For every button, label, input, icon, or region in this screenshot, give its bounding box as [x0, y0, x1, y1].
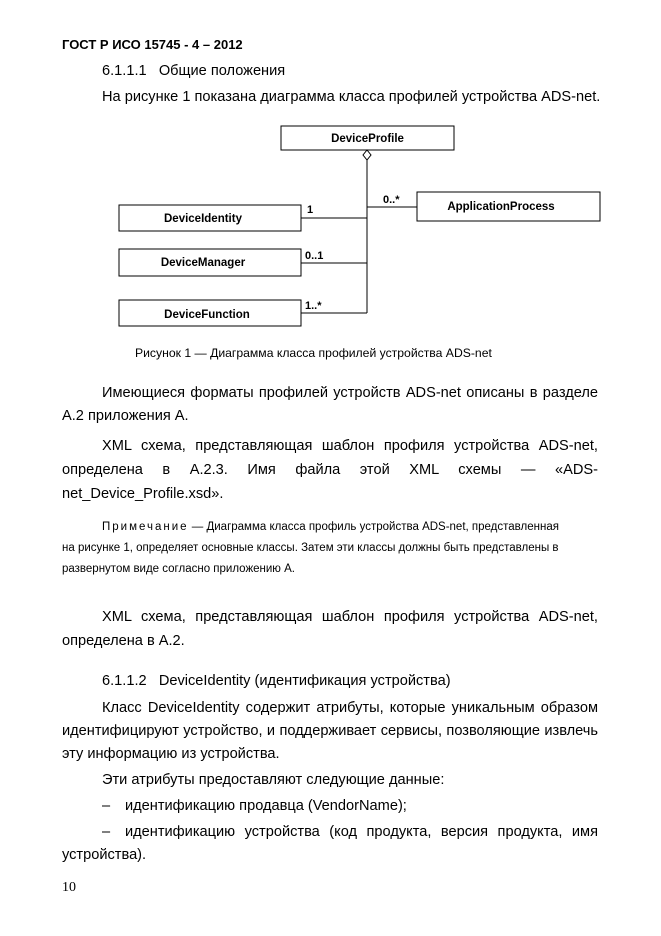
heading-number: 6.1.1.2: [102, 673, 147, 689]
note-line1: [102, 517, 559, 538]
bullet-vendor-name: идентификацию продавца (VendorName);: [125, 798, 407, 814]
multiplicity-device-function: 1..*: [305, 300, 322, 312]
bullet-dash: –: [102, 798, 111, 814]
bullet-dash: –: [102, 824, 111, 840]
note-line3: развернутом виде согласно приложению А.: [62, 563, 295, 575]
device-identity-para-line1: Класс DeviceIdentity содержит атрибуты, которые уникальным образом: [102, 700, 598, 716]
class-label-device-function: DeviceFunction: [164, 309, 250, 321]
multiplicity-device-identity: 1: [307, 204, 314, 216]
paragraph-xml-schema2-line1: XML схема, представляющая шаблон профиля устройства ADS-net,: [102, 609, 598, 625]
bullet-device-id-line2: устройства).: [62, 847, 147, 863]
attributes-intro: Эти атрибуты предоставляют следующие данные:: [102, 772, 445, 788]
note-line2: на рисунке 1, определяет основные классы. Затем эти классы должны быть представлены в: [62, 542, 559, 554]
multiplicity-application-process: 0..*: [383, 194, 400, 206]
paragraph-xml-schema-line2: определена в А.2.3. Имя файла этой XML схемы — «ADS-: [62, 462, 598, 478]
device-identity-para-line3: эту информацию из устройства.: [62, 746, 280, 762]
bullet-device-id-line1: идентификацию устройства (код продукта, версия продукта, имя: [125, 824, 598, 840]
paragraph-xml-schema2-line2: определена в А.2.: [62, 633, 185, 649]
page-number: 10: [62, 880, 76, 895]
heading-number: 6.1.1.1: [102, 63, 147, 79]
class-label-device-manager: DeviceManager: [160, 257, 246, 269]
uml-class-diagram: [0, 0, 661, 360]
heading-title: DeviceIdentity (идентификация устройства): [158, 673, 451, 689]
heading-title: Общие положения: [158, 63, 286, 79]
intro-paragraph: На рисунке 1 показана диаграмма класса профилей устройства ADS-net.: [102, 89, 601, 105]
class-label-device-identity: DeviceIdentity: [164, 213, 242, 225]
paragraph-formats-line2: А.2 приложения А.: [62, 408, 189, 424]
aggregation-diamond: [363, 150, 371, 160]
paragraph-xml-schema-line1: XML схема, представляющая шаблон профиля устройства ADS-net,: [102, 438, 598, 454]
note-label: Примечание: [102, 521, 189, 533]
device-identity-para-line2: идентифицируют устройство, и поддерживает сервисы, позволяющие извлечь: [62, 723, 598, 739]
class-label-device-profile: DeviceProfile: [331, 133, 404, 145]
multiplicity-device-manager: 0..1: [305, 250, 324, 262]
note-text-1: — Диаграмма класса профиль устройства ADS-net, представленная: [188, 521, 559, 533]
class-label-application-process: ApplicationProcess: [447, 201, 555, 213]
paragraph-formats-line1: Имеющиеся форматы профилей устройств ADS-net описаны в разделе: [102, 385, 598, 401]
figure-caption: Рисунок 1 — Диаграмма класса профилей устройства ADS-net: [135, 346, 492, 360]
document-header: ГОСТ Р ИСО 15745 - 4 – 2012: [62, 37, 243, 52]
paragraph-xml-schema-line3: net_Device_Profile.xsd».: [62, 486, 224, 502]
section-heading-6-1-1-2: [102, 670, 451, 693]
